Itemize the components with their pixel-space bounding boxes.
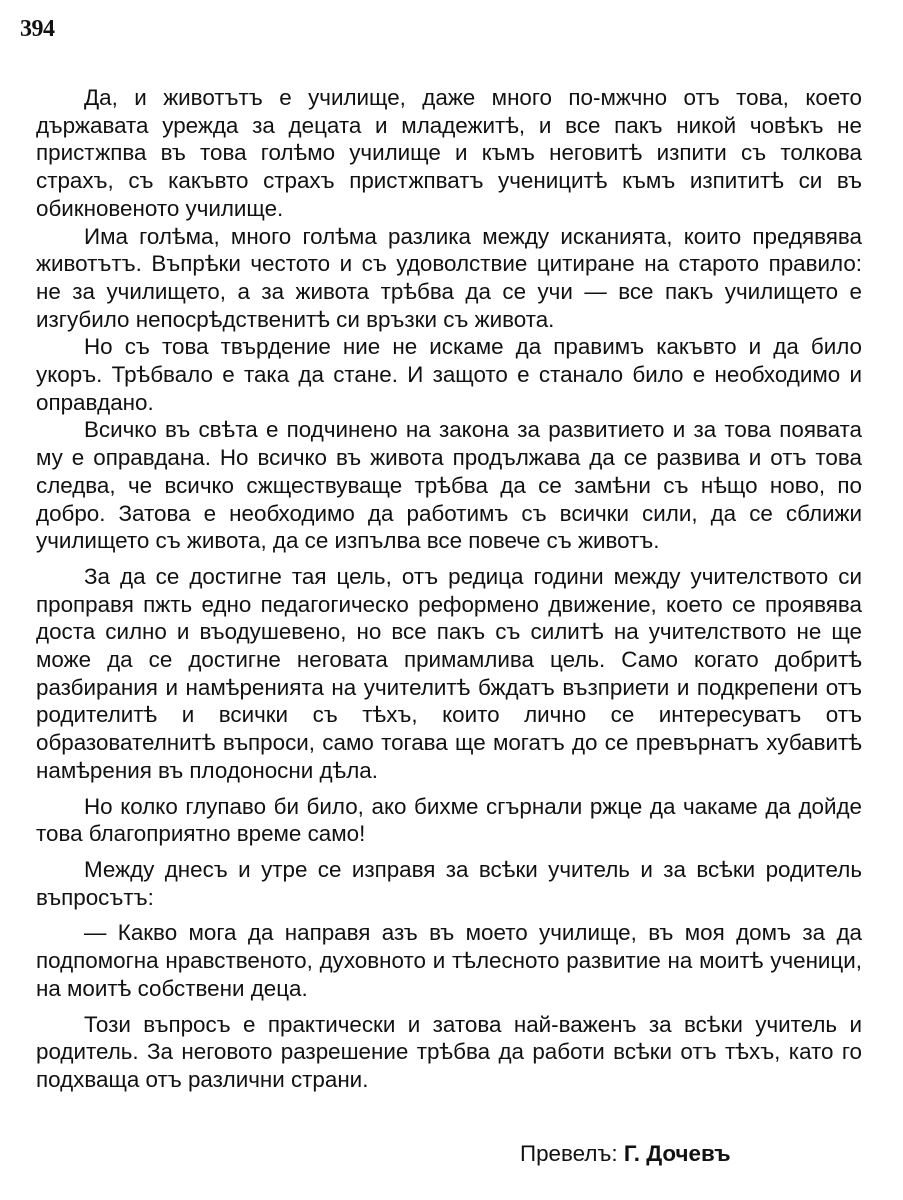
page-number: 394 — [20, 16, 55, 42]
translator-signature — [520, 1140, 731, 1168]
paragraph-question-intro: Между днесъ и утре се изправя за всѣки учитель и за всѣки родитель въпросътъ: — [36, 856, 862, 910]
translator-name: Г. Дочевъ — [623, 1141, 731, 1166]
paragraph-life-school: Да, и животътъ е училище, даже много по-мжчно отъ това, което държавата урежда за децата и младежитѣ, и все пакъ никой човѣкъ не пристжпва въ това голѣмо училище и къмъ неговитѣ изпити съ толкова страхъ, съ какъвто страхъ пристжпватъ ученицитѣ къмъ изпититѣ си въ обикновеното училище. — [36, 85, 862, 221]
translator-prefix: Превелъ: — [520, 1141, 618, 1166]
paragraph-law-of-development: Всичко въ свѣта е подчинено на закона за развитието и за това появата му е оправдана. Но всичко въ живота продължава да се развива и отъ това следва, че всичко сжществуваще трѣбва да се замѣни съ нѣщо ново, по добро. Затова е необходимо да работимъ съ всички сили, да се сближи училището съ живота, да се изпълва все повече съ животъ. — [36, 417, 862, 554]
paragraph-no-reproach: Но съ това твърдение ние не искаме да правимъ какъвто и да било укоръ. Трѣбвало е така да стане. И защото е станало било е необходимо и оправдано. — [36, 334, 862, 415]
paragraph-question: — Какво мога да направя азъ въ моето училище, въ моя домъ за да подпомогна нравственото, духовното и тѣлесното развитие на моитѣ ученици, на моитѣ собствени деца. — [36, 920, 862, 1001]
paragraph-practical-question: Този въпросъ е практически и затова най-важенъ за всѣки учитель и родитель. За неговото разрешение трѣбва да работи всѣки отъ тѣхъ, като го подхваща отъ различни страни. — [36, 1011, 862, 1092]
paragraph-waiting: Но колко глупаво би било, ако бихме сгърнали ржце да чакаме да дойде това благоприятно време само! — [36, 793, 862, 847]
article-body — [36, 84, 862, 1094]
paragraph-reform-movement: За да се достигне тая цель, отъ редица години между учителството си проправя пжть едно педагогическо реформено движение, което се проявява доста силно и въодушевено, но все пакъ съ силитѣ на учителството не ще може да се достигне неговата примамлива цель. Само когато добритѣ разбирания и намѣренията на учителитѣ бждатъ възприети и подкрепени отъ родителитѣ и всички съ тѣхъ, които лично се интересуватъ отъ образователнитѣ въпроси, само тогава ще могатъ до се превърнатъ хубавитѣ намѣрения въ плодоносни дѣла. — [36, 563, 862, 783]
paragraph-great-difference: Има голѣма, много голѣма разлика между исканията, които предявява животътъ. Въпрѣки честото и съ удоволствие цитиране на старото правило: не за училището, а за живота трѣбва да се учи — все пакъ училището е изгубило непосрѣдственитѣ си връзки съ живота. — [36, 223, 862, 332]
